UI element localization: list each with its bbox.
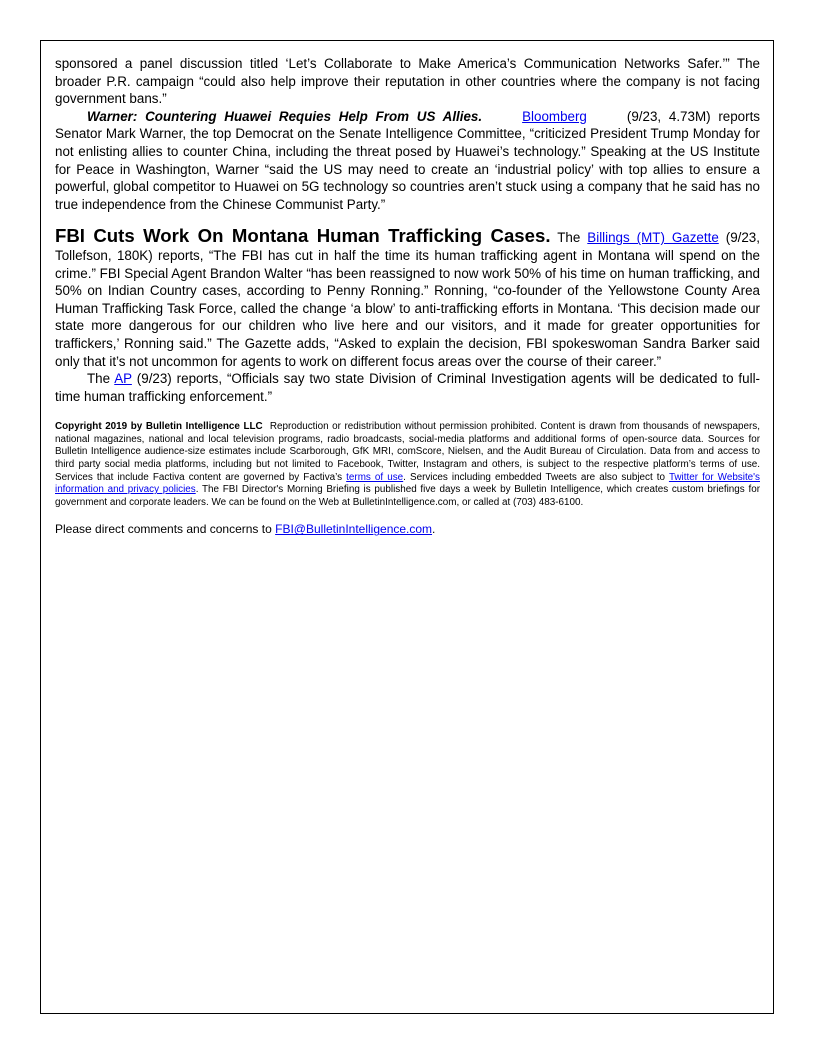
montana-headline: FBI Cuts Work On Montana Human Trafficking Cases. bbox=[55, 225, 551, 247]
contact-text: Please direct comments and concerns to bbox=[55, 522, 272, 537]
ap-lead-word: The bbox=[87, 371, 111, 387]
copyright-text-1: Reproduction or redistribution without permission prohibited. Content is drawn from thousands of newspapers, national magazines, national and local television programs, radio broadcasts, social-media platforms and additional forms of open-source data. Sources for Bulletin Intelligence audience-size estimates include Scarborough, GfK MRI, comScore, Nielsen, and the Audit Bureau of Circulation. Data from and access to third party social media platforms, including but not limited to Facebook, Twitter, Instagram and others, is subject to the respective platform’s terms of use. Services that include Factiva content are governed by Factiva’s bbox=[55, 421, 760, 483]
montana-lead-word: The bbox=[557, 230, 581, 246]
contact-line bbox=[55, 522, 760, 537]
contact-period: . bbox=[432, 522, 436, 537]
montana-story-body: (9/23, Tollefson, 180K) reports, “The FBI has cut in half the time its human trafficking agent in Montana will spend on the crime.” FBI Special Agent Brandon Walter “has been reassigned to now work 50% of his time on human trafficking, and 50% on Indian Country cases, according to Penny Ronning.” Ronning, “co-founder of the Yellowstone County Area Human Trafficking Task Force, called the change ‘a blow’ to anti-trafficking efforts in Montana. ‘This decision made our state more dangerous for our children who live here and our visitors, and it made for greater opportunities for traffickers,’ Ronning said.” The Gazette adds, “Asked to explain the decision, FBI spokeswoman Sandra Barker said only that it’s not uncommon for agents to work on different focus areas over the course of their career.” bbox=[55, 230, 760, 369]
copyright-text-2: . Services including embedded Tweets are also subject to bbox=[403, 471, 666, 483]
billings-gazette-link[interactable]: Billings (MT) Gazette bbox=[587, 230, 719, 246]
warner-headline: Warner: Countering Huawei Requies Help From US Allies. bbox=[87, 108, 483, 124]
warner-story-paragraph bbox=[55, 108, 760, 214]
copyright-text-3: . The FBI Director's Morning Briefing is published five days a week by Bulletin Intelligence, which creates custom briefings for government and corporate leaders. We can be found on the Web at BulletinIntelligence.com, or called at (703) 483-6100. bbox=[55, 484, 760, 508]
terms-of-use-link[interactable]: terms of use bbox=[346, 471, 404, 483]
story-continuation-text: sponsored a panel discussion titled ‘Let’s Collaborate to Make America’s Communication Networks Safer.’” The broader P.R. campaign “could also help improve their reputation in other countries where the company is not facing government bans.” bbox=[55, 56, 760, 107]
story-continuation-paragraph bbox=[55, 55, 760, 108]
montana-story-paragraph bbox=[55, 227, 760, 370]
ap-paragraph bbox=[55, 370, 760, 405]
ap-link[interactable]: AP bbox=[114, 371, 132, 387]
contact-email-link[interactable]: FBI@BulletinIntelligence.com bbox=[275, 522, 433, 537]
twitter-policies-link[interactable]: Twitter for Website's information and privacy policies bbox=[55, 471, 760, 496]
document-body bbox=[55, 55, 760, 537]
bloomberg-link[interactable]: Bloomberg bbox=[522, 108, 587, 124]
warner-story-body: (9/23, 4.73M) reports Senator Mark Warner, the top Democrat on the Senate Intelligence Committee, “criticized President Trump Monday for not enlisting allies to counter China, including the threat posed by Huawei’s technology.” Speaking at the US Institute for Peace in Washington, Warner “said the US may need to create an ‘industrial policy’ with top allies to ensure a powerful, global competitor to Huawei on 5G technology so countries aren’t stuck using a company that he said has no true independence from the Chinese Communist Party.” bbox=[55, 108, 760, 212]
copyright-notice bbox=[55, 421, 760, 509]
copyright-title: Copyright 2019 by Bulletin Intelligence LLC bbox=[55, 421, 263, 433]
ap-body: (9/23) reports, “Officials say two state Division of Criminal Investigation agents will be dedicated to full-time human trafficking enforcement.” bbox=[55, 371, 761, 404]
